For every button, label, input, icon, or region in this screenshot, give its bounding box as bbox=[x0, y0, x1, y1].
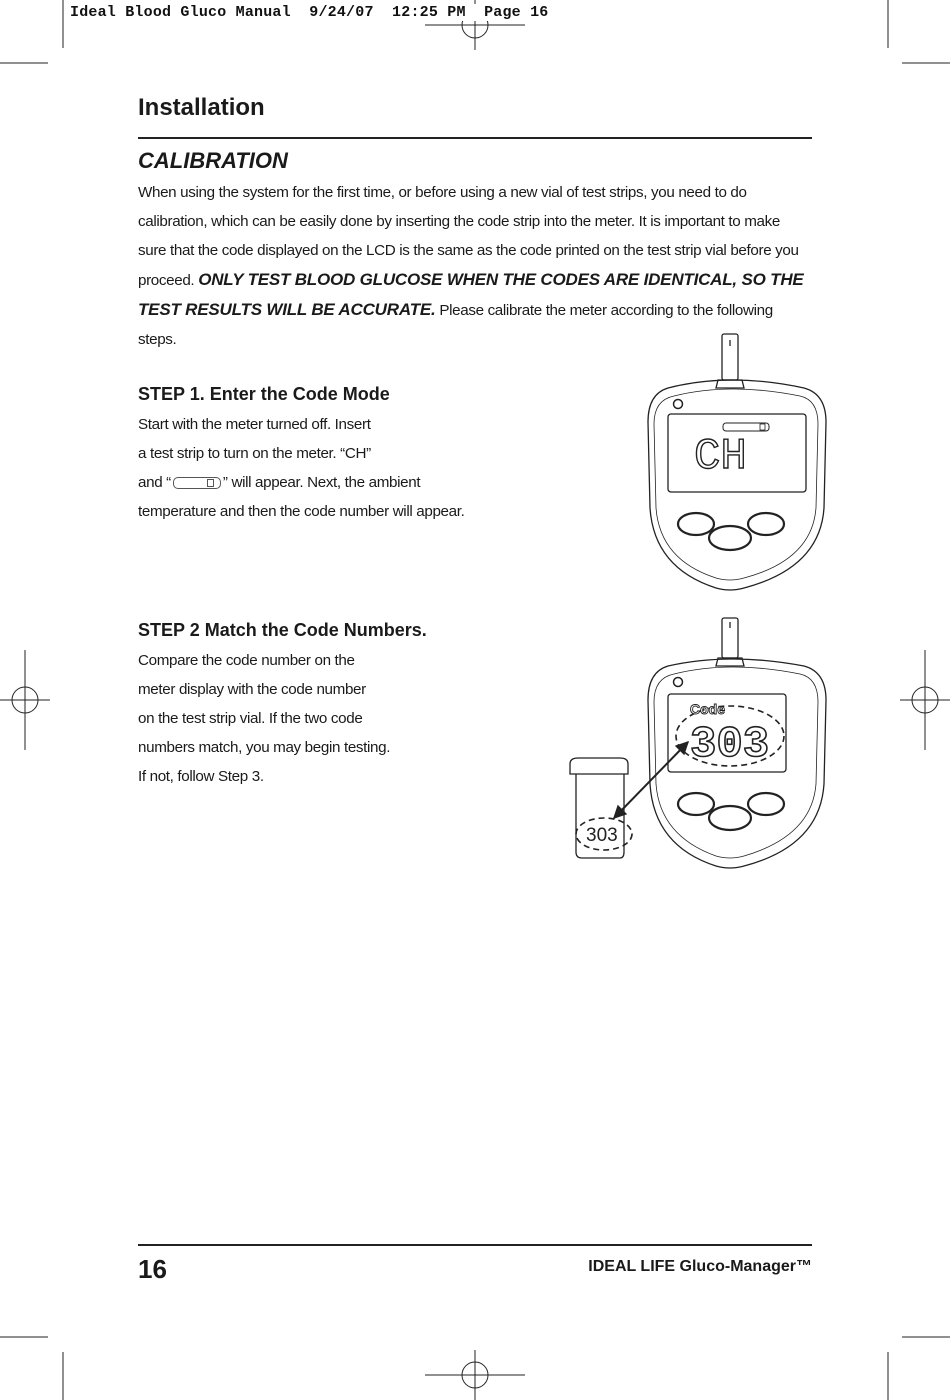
step1-text bbox=[138, 410, 464, 526]
calibration-intro: When using the system for the first time, or before using a new vial of test strips, you need to do calibration, which can be easily done by inserting the code strip into the meter. It is important to make sure that the code displayed on the LCD is the same as the code printed on the test strip vial before you proceed. bbox=[138, 184, 799, 289]
test-strip-icon bbox=[173, 477, 221, 489]
section-title: Installation bbox=[138, 94, 265, 121]
product-brand: IDEAL LIFE Gluco-Manager™ bbox=[588, 1258, 812, 1275]
meter-illustration-ch bbox=[644, 332, 828, 594]
lcd-ch-text: CH bbox=[694, 432, 747, 482]
print-slug-line: Ideal Blood Gluco Manual 9/24/07 12:25 PM Page 16 bbox=[66, 4, 552, 21]
step2-line: If not, follow Step 3. bbox=[138, 768, 264, 785]
step2-line: meter display with the code number bbox=[138, 681, 366, 698]
meter-button-left bbox=[678, 513, 714, 535]
step2-title: STEP 2 Match the Code Numbers. bbox=[138, 620, 427, 640]
step1-line: Start with the meter turned off. Insert bbox=[138, 416, 371, 433]
calibration-outro: Please calibrate the meter according to the following steps. bbox=[138, 302, 773, 348]
meter-illustration-code bbox=[562, 614, 828, 872]
meter-button-main bbox=[709, 806, 751, 830]
step2-line: numbers match, you may begin testing. bbox=[138, 739, 391, 756]
step2-text bbox=[138, 646, 390, 791]
vial-cap bbox=[570, 758, 628, 774]
lcd-code-number: 303 bbox=[690, 720, 770, 770]
calibration-paragraph bbox=[138, 178, 810, 354]
calibration-warning: ONLY TEST BLOOD GLUCOSE WHEN THE CODES ARE IDENTICAL, SO THE TEST RESULTS WILL BE ACCURATE. bbox=[138, 270, 804, 319]
page-number: 16 bbox=[138, 1254, 167, 1284]
step1-line-part: and “ bbox=[138, 474, 171, 491]
header-rule bbox=[138, 137, 812, 139]
step2-line: Compare the code number on the bbox=[138, 652, 355, 669]
step1-title: STEP 1. Enter the Code Mode bbox=[138, 384, 390, 404]
step1-line: a test strip to turn on the meter. “CH” bbox=[138, 445, 371, 462]
meter-button-left bbox=[678, 793, 714, 815]
step1-line: temperature and then the code number will appear. bbox=[138, 503, 465, 520]
step1-line-part: ” will appear. Next, the ambient bbox=[222, 474, 421, 491]
footer-rule bbox=[138, 1244, 812, 1246]
lcd-code-label: Code bbox=[690, 701, 725, 717]
calibration-heading: CALIBRATION bbox=[138, 148, 288, 173]
step1-line bbox=[138, 468, 464, 497]
meter-button-right bbox=[748, 793, 784, 815]
meter-button-main bbox=[709, 526, 751, 550]
step2-line: on the test strip vial. If the two code bbox=[138, 710, 363, 727]
meter-button-right bbox=[748, 513, 784, 535]
vial-code-number: 303 bbox=[586, 825, 618, 846]
meter-body bbox=[648, 380, 826, 590]
